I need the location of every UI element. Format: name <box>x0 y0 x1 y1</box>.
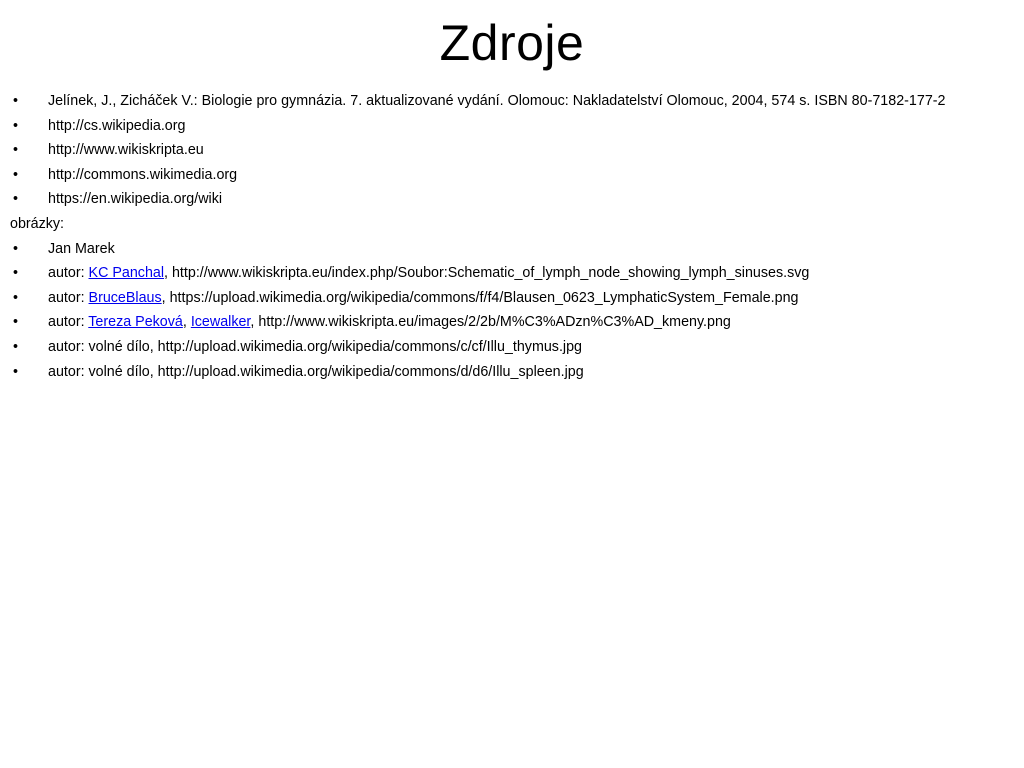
source-url: http://commons.wikimedia.org <box>48 166 238 183</box>
list-item <box>10 335 1020 360</box>
list-item <box>10 237 1020 262</box>
credit-text: autor: volné dílo, http://upload.wikimedia.org/wikipedia/commons/c/cf/Illu_thymus.jpg <box>48 338 583 355</box>
list-item <box>10 187 1020 212</box>
source-url: https://en.wikipedia.org/wiki <box>48 191 223 208</box>
bullet-icon: • <box>13 117 19 134</box>
bullet-icon: • <box>13 338 19 355</box>
credit-separator: , <box>182 314 191 331</box>
credit-prefix: autor: <box>48 265 89 282</box>
bullet-icon: • <box>13 191 19 208</box>
list-item <box>10 360 1020 385</box>
bullet-icon: • <box>13 166 19 183</box>
list-item <box>10 261 1020 286</box>
bullet-icon: • <box>13 289 19 306</box>
list-item <box>10 138 1020 163</box>
list-item <box>10 310 1020 335</box>
credit-url: , http://www.wikiskripta.eu/index.php/Soubor:Schematic_of_lymph_node_showing_lymph_sinuses.svg <box>164 265 810 282</box>
bullet-icon: • <box>13 265 19 282</box>
author-link-tereza-pekova[interactable]: Tereza Peková <box>88 314 183 331</box>
list-item <box>10 163 1020 188</box>
author-link-kc-panchal[interactable]: KC Panchal <box>88 265 165 282</box>
author-link-bruceblaus[interactable]: BruceBlaus <box>88 289 162 306</box>
bullet-icon: • <box>13 93 19 109</box>
list-item <box>10 286 1020 311</box>
credit-prefix: autor: <box>48 314 89 331</box>
author-link-icewalker[interactable]: Icewalker <box>190 314 251 331</box>
images-heading: obrázky: <box>10 215 65 232</box>
bullet-icon: • <box>13 240 19 257</box>
source-text: Jelínek, J., Zicháček V.: Biologie pro gymnázia. 7. aktualizované vydání. Olomouc: Nakladatelství Olomouc, 2004, 574 s. ISBN 80-7182-177-2 <box>48 93 946 109</box>
credit-url: , http://www.wikiskripta.eu/images/2/2b/M%C3%ADzn%C3%AD_kmeny.png <box>250 314 731 331</box>
credit-text: Jan Marek <box>48 240 115 257</box>
credit-url: , https://upload.wikimedia.org/wikipedia/commons/f/f4/Blausen_0623_LymphaticSystem_Female.png <box>161 289 799 306</box>
bullet-icon: • <box>13 142 19 159</box>
bullet-icon: • <box>13 363 19 380</box>
list-item <box>10 114 1020 139</box>
source-url: http://www.wikiskripta.eu <box>48 142 204 159</box>
bullet-icon: • <box>13 314 19 331</box>
sources-list <box>10 89 1020 384</box>
list-item <box>10 89 1020 114</box>
source-url: http://cs.wikipedia.org <box>48 117 186 134</box>
slide-title: Zdroje <box>439 15 585 71</box>
credit-text: autor: volné dílo, http://upload.wikimedia.org/wikipedia/commons/d/d6/Illu_spleen.jpg <box>48 363 584 380</box>
credit-prefix: autor: <box>48 289 89 306</box>
